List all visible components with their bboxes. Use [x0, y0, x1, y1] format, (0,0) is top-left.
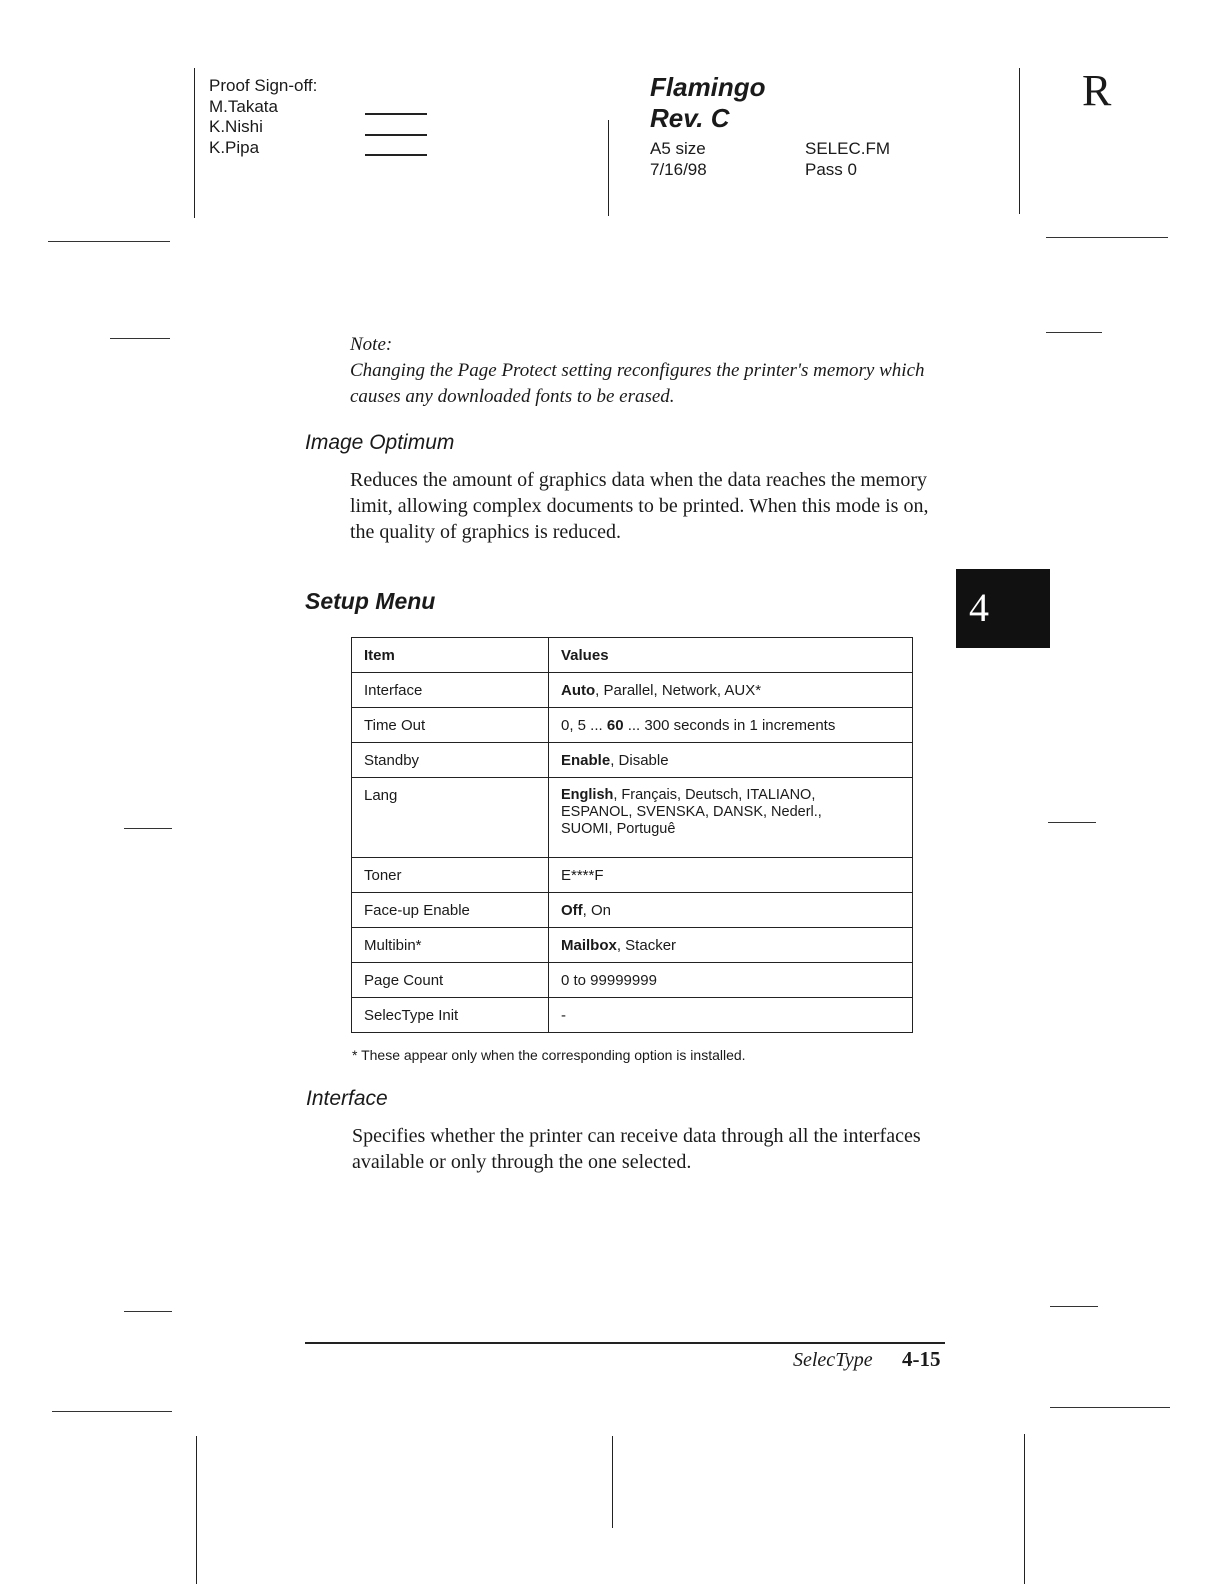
- other-values: , Disable: [610, 751, 669, 769]
- signoff-label: Proof Sign-off:: [209, 76, 318, 95]
- crop-mark-top-right: [1019, 68, 1020, 214]
- other-values: , Stacker: [616, 936, 677, 954]
- column-header-item: Item: [352, 638, 549, 673]
- cell-item: Multibin*: [352, 928, 549, 963]
- note-text: Changing the Page Protect setting reconfigures the printer's memory which causes any downloaded fonts to be erased.: [350, 360, 925, 407]
- crop-mark-right-3: [1048, 822, 1096, 823]
- meta-file-pass: [805, 139, 890, 180]
- crop-mark-bottom-center: [612, 1436, 613, 1528]
- crop-mark-top-center: [608, 120, 609, 216]
- table-row: [352, 673, 913, 708]
- title-line: Flamingo: [650, 72, 766, 102]
- crop-mark-bottom-left: [196, 1436, 197, 1584]
- cell-values: [549, 673, 913, 708]
- title-line: Rev. C: [650, 103, 730, 133]
- meta-size-date: [650, 139, 707, 180]
- table-header-row: [352, 638, 913, 673]
- lang-line-2: ESPANOL, SVENSKA, DANSK, Nederl.,: [561, 804, 822, 820]
- meta-file: SELEC.FM: [805, 139, 891, 158]
- cell-item: Standby: [352, 743, 549, 778]
- cell-values: [549, 743, 913, 778]
- crop-mark-right-5: [1050, 1407, 1170, 1408]
- crop-mark-left-1: [48, 241, 170, 242]
- default-value: Mailbox: [561, 936, 617, 954]
- cell-values: [549, 928, 913, 963]
- crop-mark-left-3: [124, 828, 172, 829]
- cell-values: [549, 893, 913, 928]
- signature-line: [365, 113, 427, 115]
- crop-mark-right-2: [1046, 332, 1102, 333]
- signature-line: [365, 154, 427, 156]
- cell-item: Face-up Enable: [352, 893, 549, 928]
- table-row: [352, 928, 913, 963]
- signature-line: [365, 134, 427, 136]
- cell-item: Toner: [352, 858, 549, 893]
- lang-line-1: [561, 787, 900, 804]
- cell-item: Lang: [352, 778, 549, 858]
- other-values: , Parallel, Network, AUX*: [595, 681, 762, 699]
- table-row: [352, 893, 913, 928]
- table-row: [352, 858, 913, 893]
- default-value: English: [561, 787, 614, 803]
- other-values: , Français, Deutsch, ITALIANO,: [613, 787, 816, 803]
- table-row: [352, 998, 913, 1033]
- table-row: [352, 708, 913, 743]
- cell-values: -: [549, 998, 913, 1033]
- default-value: Off: [561, 901, 583, 919]
- cell-item: Time Out: [352, 708, 549, 743]
- proof-signoff: [209, 76, 317, 158]
- signer-name: K.Nishi: [209, 117, 263, 136]
- crop-mark-right-4: [1050, 1306, 1098, 1307]
- crop-mark-left-5: [52, 1411, 172, 1412]
- chapter-tab: [956, 569, 1050, 648]
- cell-item: SelecType Init: [352, 998, 549, 1033]
- column-header-values: Values: [549, 638, 913, 673]
- cell-values: [549, 708, 913, 743]
- cell-values: [549, 778, 913, 858]
- table-row: [352, 743, 913, 778]
- interface-heading: Interface: [306, 1087, 388, 1110]
- image-optimum-heading: Image Optimum: [305, 431, 455, 454]
- cell-values: E****F: [549, 858, 913, 893]
- default-value: Auto: [561, 681, 596, 699]
- interface-text: Specifies whether the printer can receive data through all the interfaces available or only through the one selected.: [352, 1125, 921, 1173]
- meta-date: 7/16/98: [650, 159, 707, 179]
- note-label: Note:: [350, 334, 393, 355]
- document-title: [650, 72, 766, 134]
- setup-menu-heading: Setup Menu: [305, 588, 436, 614]
- other-values: ... 300 seconds in 1 increments: [623, 716, 836, 734]
- setup-menu-table: [351, 637, 913, 1033]
- crop-mark-top-left: [194, 68, 195, 218]
- other-values: , On: [582, 901, 612, 919]
- footer-page-number: 4-15: [902, 1347, 941, 1371]
- crop-mark-right-1: [1046, 237, 1168, 238]
- signer-name: M.Takata: [209, 96, 278, 116]
- cell-item: Page Count: [352, 963, 549, 998]
- default-value: Enable: [561, 751, 611, 769]
- table-row: [352, 963, 913, 998]
- revision-mark: R: [1082, 66, 1112, 115]
- lang-line-3: SUOMI, Portuguê: [561, 821, 676, 837]
- signer-name: K.Pipa: [209, 137, 260, 157]
- cell-item: Interface: [352, 673, 549, 708]
- image-optimum-text: Reduces the amount of graphics data when the data reaches the memory limit, allowing complex documents to be printed. When this mode is on, the quality of graphics is reduced.: [350, 469, 929, 543]
- crop-mark-left-4: [124, 1311, 172, 1312]
- footer-rule: [305, 1342, 945, 1344]
- chapter-number: 4: [969, 585, 989, 630]
- default-value: 60: [606, 716, 624, 734]
- crop-mark-bottom-right: [1024, 1434, 1025, 1584]
- crop-mark-left-2: [110, 338, 170, 339]
- table-row: [352, 778, 913, 858]
- footer-section-name: SelecType: [793, 1349, 873, 1371]
- meta-pass: Pass 0: [805, 159, 857, 179]
- meta-size: A5 size: [650, 139, 706, 158]
- table-footnote: * These appear only when the corresponding option is installed.: [352, 1047, 746, 1063]
- cell-values: 0 to 99999999: [549, 963, 913, 998]
- prefix-values: 0, 5 ...: [561, 716, 607, 734]
